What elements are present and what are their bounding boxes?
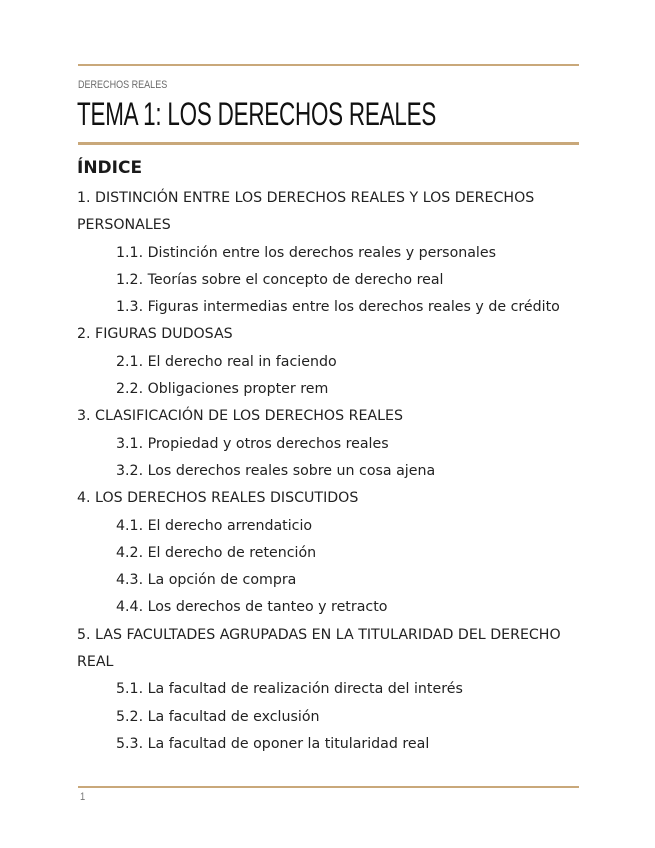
table-of-contents [77, 185, 577, 758]
toc-entry-1-3: 1.3. Figuras intermedias entre los derechos reales y de crédito [116, 299, 560, 316]
toc-entry-2: 2. FIGURAS DUDOSAS [77, 326, 233, 343]
toc-entry-5-1: 5.1. La facultad de realización directa del interés [116, 681, 463, 698]
toc-entry-5-3: 5.3. La facultad de oponer la titularidad real [116, 735, 430, 752]
footer-divider [78, 786, 579, 788]
title-divider [78, 142, 579, 145]
toc-entry-4-3: 4.3. La opción de compra [116, 572, 297, 589]
section-label: DERECHOS REALES [78, 79, 168, 91]
toc-entry-4-4: 4.4. Los derechos de tanteo y retracto [116, 599, 388, 616]
toc-entry-4: 4. LOS DERECHOS REALES DISCUTIDOS [77, 490, 359, 507]
toc-entry-3-1: 3.1. Propiedad y otros derechos reales [116, 435, 389, 452]
toc-entry-1-1: 1.1. Distinción entre los derechos reales y personales [116, 244, 496, 261]
toc-entry-5-2: 5.2. La facultad de exclusión [116, 708, 320, 725]
toc-entry-3: 3. CLASIFICACIÓN DE LOS DERECHOS REALES [77, 408, 404, 425]
toc-entry-2-2: 2.2. Obligaciones propter rem [116, 381, 329, 398]
page-number: 1 [80, 791, 86, 803]
top-divider [78, 64, 579, 66]
toc-entry-4-2: 4.2. El derecho de retención [116, 544, 317, 561]
toc-entry-3-2: 3.2. Los derechos reales sobre un cosa ajena [116, 462, 436, 479]
toc-entry-4-1: 4.1. El derecho arrendaticio [116, 517, 313, 534]
page-title: TEMA 1: LOS DERECHOS REALES [77, 96, 437, 132]
index-heading: ÍNDICE [77, 158, 143, 178]
toc-entry-5: 5. LAS FACULTADES AGRUPADAS EN LA TITULARIDAD DEL DERECHO REAL [77, 626, 561, 671]
toc-entry-1: 1. DISTINCIÓN ENTRE LOS DERECHOS REALES Y LOS DERECHOS PERSONALES [77, 190, 535, 234]
toc-entry-2-1: 2.1. El derecho real in faciendo [116, 353, 337, 370]
toc-entry-1-2: 1.2. Teorías sobre el concepto de derecho real [116, 271, 444, 288]
